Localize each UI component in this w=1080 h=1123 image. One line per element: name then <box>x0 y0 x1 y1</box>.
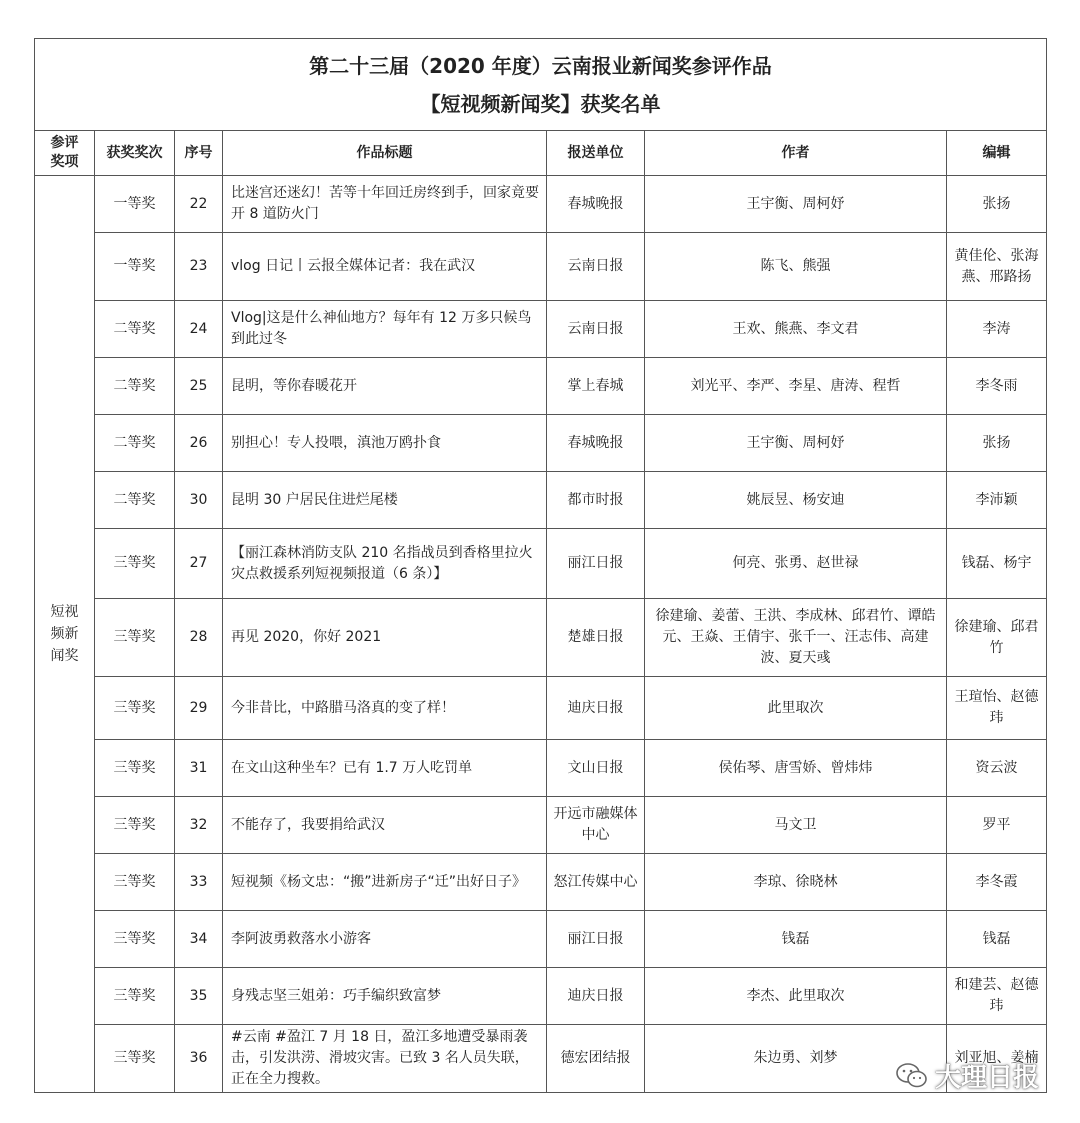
category-cell <box>35 176 95 1093</box>
cell-title: vlog 日记丨云报全媒体记者：我在武汉 <box>223 233 547 301</box>
cell-unit: 怒江传媒中心 <box>547 854 645 911</box>
cell-editor: 李冬雨 <box>947 358 1047 415</box>
cell-editor: 刘亚旭、姜楠 <box>947 1025 1047 1093</box>
cell-prize: 二等奖 <box>95 472 175 529</box>
cell-title: #云南 #盈江 7 月 18 日，盈江多地遭受暴雨袭击，引发洪涝、滑坡灾害。已致 3 名人员失联，正在全力搜救。 <box>223 1025 547 1093</box>
table-row <box>35 599 1047 677</box>
cell-unit: 春城晚报 <box>547 415 645 472</box>
watermark-text: 大理日报 <box>935 1063 1040 1093</box>
cell-prize: 三等奖 <box>95 529 175 599</box>
header-unit: 报送单位 <box>547 131 645 176</box>
cell-no: 22 <box>175 176 223 233</box>
cell-prize: 三等奖 <box>95 677 175 740</box>
category-label: 短视频新闻奖 <box>50 604 79 664</box>
table-title <box>35 39 1047 131</box>
cell-unit: 掌上春城 <box>547 358 645 415</box>
cell-prize: 一等奖 <box>95 233 175 301</box>
cell-editor: 钱磊、杨宇 <box>947 529 1047 599</box>
header-title: 作品标题 <box>223 131 547 176</box>
cell-title: 比迷宫还迷幻！苦等十年回迁房终到手，回家竟要开 8 道防火门 <box>223 176 547 233</box>
table-row <box>35 233 1047 301</box>
cell-no: 35 <box>175 968 223 1025</box>
cell-no: 28 <box>175 599 223 677</box>
cell-author: 刘光平、李严、李星、唐涛、程哲 <box>645 358 947 415</box>
cell-unit: 丽江日报 <box>547 911 645 968</box>
cell-author: 王欢、熊燕、李文君 <box>645 301 947 358</box>
header-category: 参评奖项 <box>35 131 95 176</box>
cell-no: 30 <box>175 472 223 529</box>
cell-editor: 王瑄怡、赵德玮 <box>947 677 1047 740</box>
cell-unit: 丽江日报 <box>547 529 645 599</box>
award-list-sheet <box>34 38 1046 1093</box>
header-author: 作者 <box>645 131 947 176</box>
table-row <box>35 358 1047 415</box>
cell-prize: 三等奖 <box>95 797 175 854</box>
table-row <box>35 415 1047 472</box>
cell-author: 此里取次 <box>645 677 947 740</box>
cell-unit: 都市时报 <box>547 472 645 529</box>
table-body <box>35 176 1047 1093</box>
table-row <box>35 854 1047 911</box>
cell-author: 马文卫 <box>645 797 947 854</box>
cell-editor: 资云波 <box>947 740 1047 797</box>
cell-no: 24 <box>175 301 223 358</box>
cell-no: 23 <box>175 233 223 301</box>
cell-author: 朱边勇、刘梦 <box>645 1025 947 1093</box>
cell-no: 27 <box>175 529 223 599</box>
cell-prize: 一等奖 <box>95 176 175 233</box>
table-row <box>35 529 1047 599</box>
cell-title: 别担心！专人投喂，滇池万鸥扑食 <box>223 415 547 472</box>
table-row <box>35 176 1047 233</box>
cell-prize: 三等奖 <box>95 911 175 968</box>
cell-prize: 三等奖 <box>95 854 175 911</box>
table-row <box>35 472 1047 529</box>
cell-unit: 楚雄日报 <box>547 599 645 677</box>
cell-prize: 二等奖 <box>95 301 175 358</box>
cell-title: 【丽江森林消防支队 210 名指战员到香格里拉火灾点救援系列短视频报道（6 条）】 <box>223 529 547 599</box>
cell-prize: 三等奖 <box>95 740 175 797</box>
cell-title: 昆明，等你春暖花开 <box>223 358 547 415</box>
cell-no: 33 <box>175 854 223 911</box>
cell-author: 何亮、张勇、赵世禄 <box>645 529 947 599</box>
header-editor: 编辑 <box>947 131 1047 176</box>
cell-no: 25 <box>175 358 223 415</box>
cell-author: 侯佑琴、唐雪娇、曾炜炜 <box>645 740 947 797</box>
cell-editor: 罗平 <box>947 797 1047 854</box>
table-row <box>35 797 1047 854</box>
cell-no: 29 <box>175 677 223 740</box>
cell-author: 李琼、徐晓林 <box>645 854 947 911</box>
cell-editor: 李涛 <box>947 301 1047 358</box>
header-no: 序号 <box>175 131 223 176</box>
cell-prize: 三等奖 <box>95 599 175 677</box>
header-prize: 获奖奖次 <box>95 131 175 176</box>
cell-title: 再见 2020，你好 2021 <box>223 599 547 677</box>
table-row <box>35 677 1047 740</box>
cell-author: 陈飞、熊强 <box>645 233 947 301</box>
table-row <box>35 740 1047 797</box>
cell-author: 徐建瑜、姜蕾、王洪、李成林、邱君竹、谭皓元、王焱、王倩宇、张千一、汪志伟、高建波、夏天彧 <box>645 599 947 677</box>
cell-editor: 李冬霞 <box>947 854 1047 911</box>
header-row <box>35 131 1047 176</box>
title-line-2: 【短视频新闻奖】获奖名单 <box>420 91 661 116</box>
cell-editor: 李沛颖 <box>947 472 1047 529</box>
cell-unit: 云南日报 <box>547 301 645 358</box>
wechat-icon <box>895 1062 929 1090</box>
cell-editor: 徐建瑜、邱君竹 <box>947 599 1047 677</box>
cell-title: 身残志坚三姐弟：巧手编织致富梦 <box>223 968 547 1025</box>
cell-author: 李杰、此里取次 <box>645 968 947 1025</box>
table-row <box>35 911 1047 968</box>
cell-prize: 三等奖 <box>95 968 175 1025</box>
cell-title: 不能存了，我要捐给武汉 <box>223 797 547 854</box>
cell-title: 在文山这种坐车？已有 1.7 万人吃罚单 <box>223 740 547 797</box>
cell-editor: 钱磊 <box>947 911 1047 968</box>
award-table <box>34 38 1047 1093</box>
cell-title: 李阿波勇救落水小游客 <box>223 911 547 968</box>
cell-unit: 云南日报 <box>547 233 645 301</box>
title-line-1: 第二十三届（2020 年度）云南报业新闻奖参评作品 <box>309 53 772 78</box>
cell-title: 昆明 30 户居民住进烂尾楼 <box>223 472 547 529</box>
cell-no: 32 <box>175 797 223 854</box>
table-row <box>35 968 1047 1025</box>
cell-editor: 张扬 <box>947 176 1047 233</box>
cell-title: 短视频《杨文忠：“搬”进新房子“迁”出好日子》 <box>223 854 547 911</box>
cell-author: 姚辰昱、杨安迪 <box>645 472 947 529</box>
cell-title: 今非昔比，中路腊马洛真的变了样！ <box>223 677 547 740</box>
cell-author: 钱磊 <box>645 911 947 968</box>
cell-unit: 德宏团结报 <box>547 1025 645 1093</box>
cell-unit: 迪庆日报 <box>547 968 645 1025</box>
cell-unit: 文山日报 <box>547 740 645 797</box>
cell-no: 26 <box>175 415 223 472</box>
cell-prize: 二等奖 <box>95 415 175 472</box>
cell-no: 36 <box>175 1025 223 1093</box>
cell-no: 34 <box>175 911 223 968</box>
cell-unit: 迪庆日报 <box>547 677 645 740</box>
cell-unit: 开远市融媒体中心 <box>547 797 645 854</box>
cell-author: 王宇衡、周柯妤 <box>645 176 947 233</box>
cell-title: Vlog|这是什么神仙地方？每年有 12 万多只候鸟到此过冬 <box>223 301 547 358</box>
cell-prize: 二等奖 <box>95 358 175 415</box>
table-row <box>35 301 1047 358</box>
cell-editor: 和建芸、赵德玮 <box>947 968 1047 1025</box>
cell-prize: 三等奖 <box>95 1025 175 1093</box>
watermark <box>895 1057 1039 1094</box>
cell-author: 王宇衡、周柯妤 <box>645 415 947 472</box>
cell-no: 31 <box>175 740 223 797</box>
cell-unit: 春城晚报 <box>547 176 645 233</box>
cell-editor: 黄佳伦、张海燕、邢路扬 <box>947 233 1047 301</box>
cell-editor: 张扬 <box>947 415 1047 472</box>
